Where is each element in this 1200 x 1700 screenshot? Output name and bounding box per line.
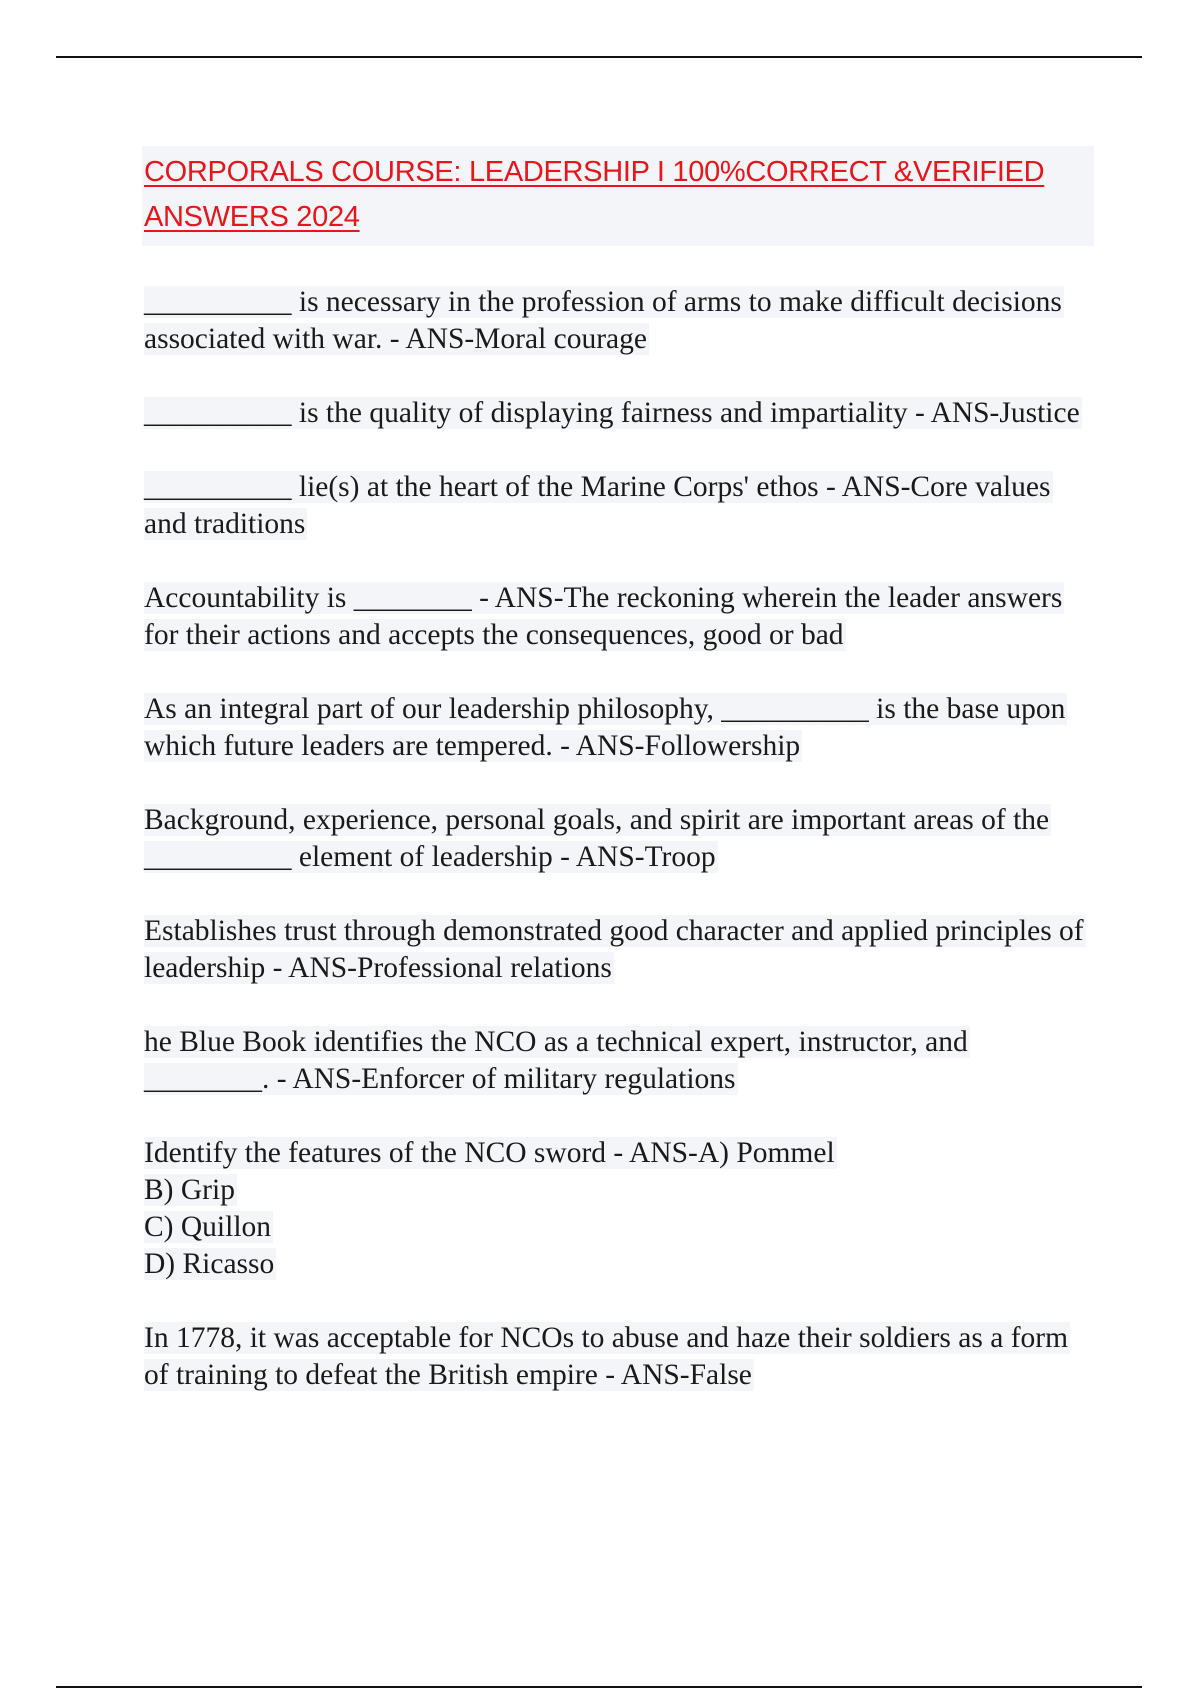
qa-line (144, 1172, 1094, 1209)
qa-item (144, 802, 1094, 876)
qa-item (144, 1320, 1094, 1394)
qa-line (144, 1135, 1094, 1172)
qa-item (144, 469, 1094, 543)
qa-text: Accountability is ________ - ANS-The reckoning wherein the leader answers for their actions and accepts the consequences, good or bad (144, 582, 1063, 651)
qa-text: Background, experience, personal goals, and spirit are important areas of the __________ element of leadership - ANS-Troop (144, 804, 1050, 873)
document-body (144, 146, 1094, 1431)
qa-text: B) Grip (144, 1174, 235, 1206)
qa-text: he Blue Book identifies the NCO as a technical expert, instructor, and ________. - ANS-Enforcer of military regulations (144, 1026, 968, 1095)
qa-item (144, 580, 1094, 654)
qa-item (144, 395, 1094, 432)
qa-text: As an integral part of our leadership philosophy, __________ is the base upon which future leaders are tempered. - ANS-Followership (144, 693, 1066, 762)
qa-text: __________ is the quality of displaying fairness and impartiality - ANS-Justice (144, 397, 1080, 429)
qa-text: D) Ricasso (144, 1248, 275, 1280)
qa-line (144, 1209, 1094, 1246)
qa-item (144, 1024, 1094, 1098)
qa-line (144, 1246, 1094, 1283)
qa-text: __________ is necessary in the profession of arms to make difficult decisions associated with war. - ANS-Moral courage (144, 286, 1062, 355)
document-title: CORPORALS COURSE: LEADERSHIP I 100%CORRECT &VERIFIED ANSWERS 2024 (144, 156, 1045, 233)
top-rule (56, 56, 1142, 58)
qa-item (144, 691, 1094, 765)
qa-text: C) Quillon (144, 1211, 272, 1243)
qa-item-list (144, 1135, 1094, 1283)
qa-item (144, 284, 1094, 358)
qa-item (144, 913, 1094, 987)
qa-text: __________ lie(s) at the heart of the Marine Corps' ethos - ANS-Core values and traditions (144, 471, 1051, 540)
title-block (142, 146, 1094, 246)
qa-text: In 1778, it was acceptable for NCOs to abuse and haze their soldiers as a form of training to defeat the British empire - ANS-False (144, 1322, 1069, 1391)
bottom-rule (56, 1686, 1142, 1688)
qa-text: Establishes trust through demonstrated good character and applied principles of leadership - ANS-Professional relations (144, 915, 1084, 984)
qa-text: Identify the features of the NCO sword - ANS-A) Pommel (144, 1137, 835, 1169)
